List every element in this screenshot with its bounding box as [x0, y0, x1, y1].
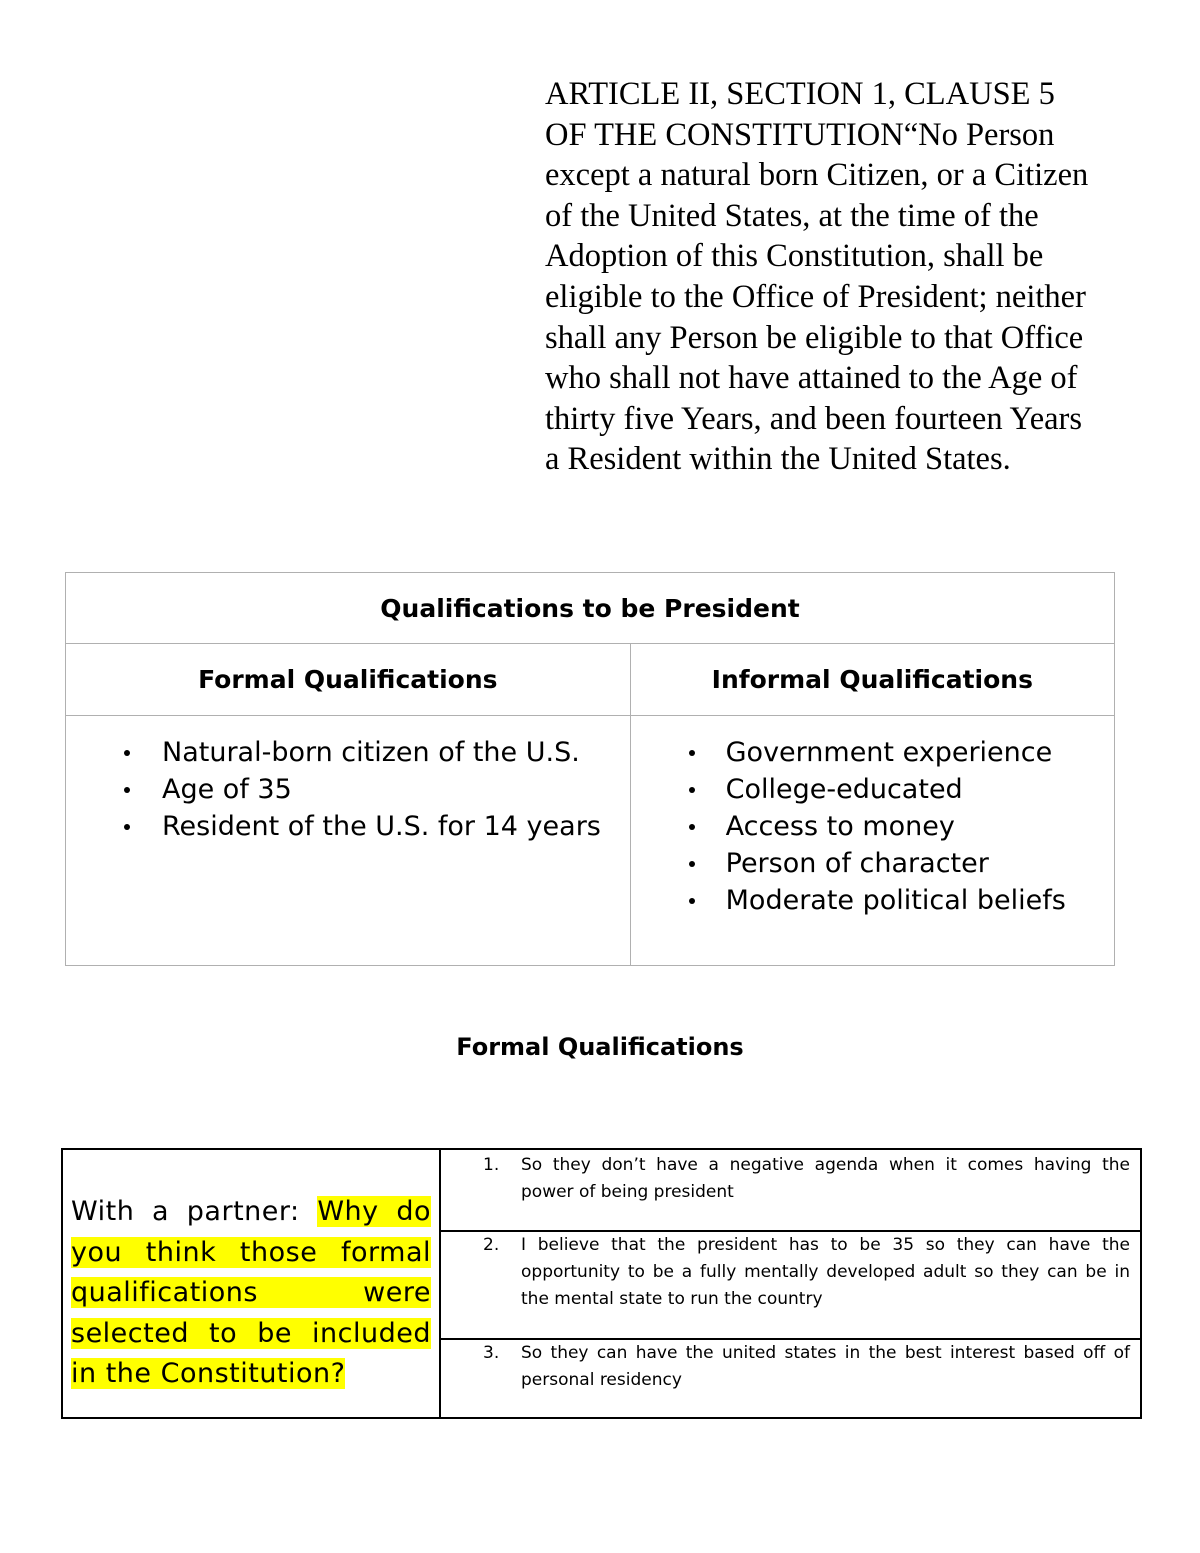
quote-line: a Resident within the United States. [545, 441, 1011, 478]
answer-text: So they can have the united states in the best interest based off of personal residency [521, 1343, 1130, 1390]
answer-number: 1. [483, 1155, 500, 1175]
list-item-text: College-educated [725, 774, 963, 805]
formal-qualifications-cell [66, 716, 631, 966]
bullet-icon [124, 787, 130, 793]
list-item [631, 882, 1114, 919]
informal-qualifications-header: Informal Qualifications [630, 644, 1114, 716]
partner-question [71, 1192, 431, 1395]
answer-row [441, 1232, 1140, 1340]
answer-number: 3. [483, 1343, 500, 1363]
qualifications-table-title: Qualifications to be President [66, 573, 1115, 644]
answer-text: So they don’t have a negative agenda when it comes having the power of being president [521, 1155, 1130, 1202]
quote-line: OF THE CONSTITUTION“No Person [545, 116, 1055, 153]
quote-line: eligible to the Office of President; neither [545, 278, 1086, 315]
quote-line: of the United States, at the time of the [545, 197, 1039, 234]
list-item [631, 808, 1114, 845]
bullet-icon [689, 824, 695, 830]
bullet-icon [689, 898, 695, 904]
answer-number: 2. [483, 1235, 500, 1255]
highlighted-question: Why do you think those formal qualifications were selected to be included in the Constitution? [71, 1196, 431, 1390]
list-item-text: Natural-born citizen of the U.S. [162, 737, 580, 768]
partner-question-cell [63, 1150, 441, 1417]
quote-line: thirty five Years, and been fourteen Years [545, 400, 1083, 437]
quote-line: shall any Person be eligible to that Office [545, 319, 1084, 356]
quote-line: except a natural born Citizen, or a Citizen [545, 157, 1089, 194]
formal-qualifications-list [66, 734, 630, 845]
bullet-icon [124, 824, 130, 830]
list-item [66, 734, 630, 771]
list-item [66, 808, 630, 845]
answer-row [441, 1340, 1140, 1419]
bullet-icon [689, 750, 695, 756]
answers-cell [441, 1150, 1140, 1417]
list-item [66, 771, 630, 808]
list-item-text: Access to money [725, 811, 955, 842]
list-item-text: Resident of the U.S. for 14 years [162, 811, 601, 842]
quote-line: Adoption of this Constitution, shall be [545, 238, 1044, 275]
partner-question-table [61, 1148, 1142, 1419]
answer-text: I believe that the president has to be 35 so they can have the opportunity to be a fully mentally developed adult so they can be in the mental state to run the country [521, 1235, 1130, 1309]
quote-line: who shall not have attained to the Age of [545, 360, 1078, 397]
list-item [631, 845, 1114, 882]
list-item [631, 771, 1114, 808]
list-item-text: Age of 35 [162, 774, 292, 805]
bullet-icon [689, 861, 695, 867]
bullet-icon [124, 750, 130, 756]
list-item [631, 734, 1114, 771]
qualifications-table [65, 572, 1115, 966]
informal-qualifications-cell [630, 716, 1114, 966]
informal-qualifications-list [631, 734, 1114, 919]
list-item-text: Government experience [725, 737, 1053, 768]
constitution-quote [545, 74, 1145, 480]
partner-prompt-label: With a partner: [71, 1196, 318, 1227]
list-item-text: Person of character [725, 848, 989, 879]
bullet-icon [689, 787, 695, 793]
list-item-text: Moderate political beliefs [725, 885, 1066, 916]
answer-row [441, 1152, 1140, 1232]
quote-line: ARTICLE II, SECTION 1, CLAUSE 5 [545, 76, 1055, 112]
formal-qualifications-header: Formal Qualifications [66, 644, 631, 716]
section-heading: Formal Qualifications [456, 1033, 744, 1061]
